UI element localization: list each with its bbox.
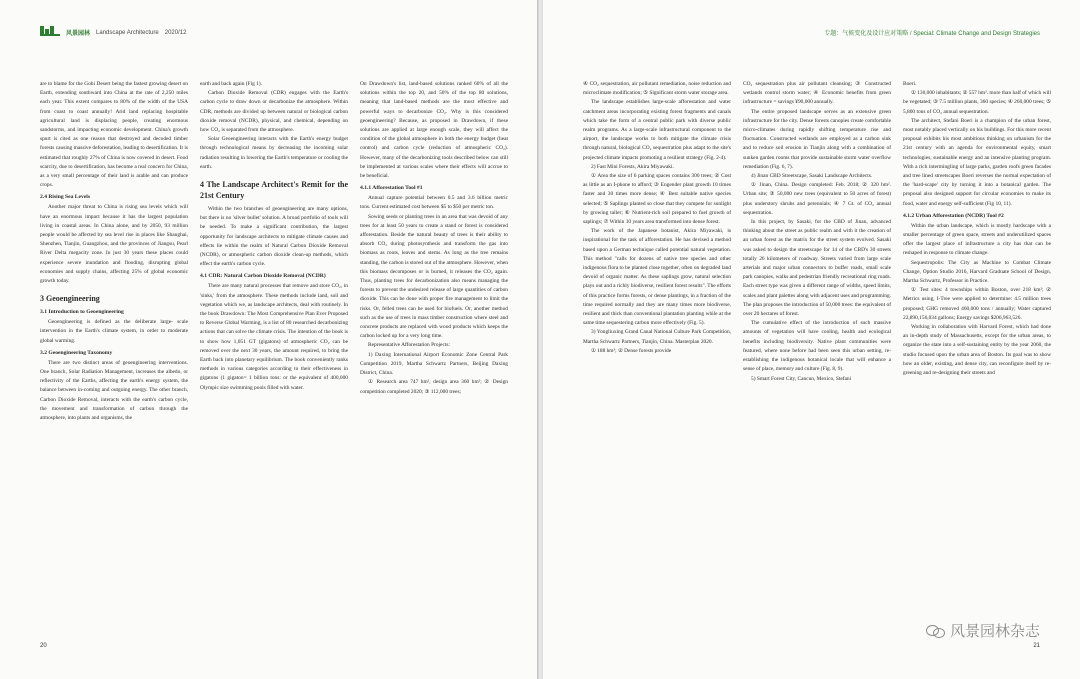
right-column-3	[903, 80, 1051, 384]
left-page	[0, 0, 537, 679]
left-column-2	[200, 80, 348, 423]
wechat-watermark	[926, 620, 1040, 641]
section-heading: 3.1 Introduction to Geoengineering	[40, 309, 124, 316]
paragraph: Carbon Dioxide Removal (CDR) engages with the Earth's carbon cycle to draw down or decarbonize the atmosphere. Within CDR, methods are divided up between natural or biological carbon dioxide removal (NCDR), physical, and chemical, depending on how CO₂ is separated from the atmosphere.	[200, 90, 348, 134]
paragraph: 3) Yongliuxing Grand Canal National Culture Park Competition, Martha Schwartz Partners, Tianjin, China. Masterplan 2020.	[583, 329, 731, 345]
paragraph: 4) Jinan CBD Streetscape, Sasaki Landscape Architects.	[751, 173, 873, 180]
paragraph: The entire proposed landscape serves as an extensive green infrastructure for the city. Dense forests canopies create comfortable micro-climates during rapidly shifting temperature rise and fluctuation. Constructed wetlands are employed as a carbon sink and to reduce soil erosion in Tianjin along with a combination of sunken garden rooms that provide sustainable storm water overflow remediation (Fig. 6, 7).	[743, 108, 891, 170]
paragraph: Annual capture potential between 0.5 and 3.6 billion metric tons. Current estimated cost between $5 to $50 per metric ton.	[360, 195, 508, 211]
paragraph: Representative Afforestation Projects:	[368, 342, 450, 349]
paragraph: ① 188 hm²; ② Dense forests provide	[591, 347, 672, 354]
section-heading: 4 The Landscape Architect's Remit for the 21st Century	[200, 180, 348, 201]
section-heading: 3 Geoengineering	[40, 294, 100, 304]
paragraph: The cumulative effect of the introduction of such massive amounts of vegetation will have cooling, health and ecological benefits including biodiversity. Native plant communities were featured, where none before had been seen this urban setting, re-establishing the indigenous botanical locale that will enhance a sense of place, memory and culture (Fig. 8, 9).	[743, 320, 891, 373]
right-column-1	[583, 80, 731, 384]
paragraph: Within the urban landscape, which is mostly hardscape with a smaller percentage of green space, streets and underutilized spaces offer the largest place of infrastructure a city has that can be reshaped in response to climate change.	[903, 222, 1051, 257]
paragraph: The architect, Stefani Boeri is a champion of the urban forest, most notably placed vertically on his buildings. For this more recent proposal exhibits his most ambitious thinking on urbanism for the 21st century with an agenda for environmental equity, smart technologies, sustainable energy and an intensive planting program. With a rich intermingling of large parks, garden roofs green facades and tree lined streetscapes Boeri reverses the normal expectation of the 'hard-scape' city by turning it into a botanical garden. The proposal also designed support for circular economies to make its food, water and energy self-sufficient (Fig 10, 11).	[903, 117, 1051, 207]
paragraph: ① Test sites: 4 townships within Boston, over 218 km²; ② Metrics using, I-Tree were applied to determine: 4.5 million trees proposed; GHG removed 460,000 tons / annually; Water captured 22,890,156,034 gallons; Energy savings $206,963,526.	[903, 287, 1051, 321]
section-heading: 2.4 Rising Sea Levels	[40, 194, 91, 201]
paragraph: Another major threat to China is rising sea levels which will have an enormous impact because it has the largest population living in coastal areas. In China alone, and by 2050, 93 million people would be affected by sea level rise in places like Shanghai, Shenzhen, Tianjin, Guangzhou, and the provinces of Jiangsu, Pearl River Delta megacity zone. In just 30 years these places could experience severe inundation and flooding, disrupting global economies and supply chains, affecting 25% of global economic growth today.	[40, 204, 188, 285]
section-heading: 3.2 Geoengineering Taxonomy	[40, 349, 113, 356]
paragraph: The landscape establishes large-scale afforestation and water catchment areas incorporating existing forest fragments and canals which take the form of a central public park with diverse public realm programs. As a large-scale infrastructural component to the airport, the landscape works to both mitigate the climate crisis through natural, biological CO₂ sequestration plus adapt to the site's projected climate impacts promoting a resilient strategy (Fig. 2-4).	[583, 99, 731, 161]
paragraph: The work of the Japanese botanist, Akira Miyawaki, is inspirational for the task of afforestation. He has devised a method based upon a German technique called potential natural vegetation. This method "calls for dozens of native tree species and other indigenous flora to be planted close together, often on degraded land devoid of organic matter. As these saplings grow, natural selection plays out and a richly biodiverse, resilient forest results". The efforts of this practice forms forests, or dense plantings, in a fraction of the time required normally and they are many times more biodiverse, resilient and thick than conventional plantation planting while at the same time sequestering carbon more effectively (Fig. 5).	[583, 228, 731, 327]
paragraph: earth and back again (Fig 1).	[200, 81, 262, 87]
section-name: Landscape Architecture	[96, 29, 159, 36]
page-number-left: 20	[40, 643, 47, 649]
paragraph: Working in collaboration with Harvard Forest, which had done an in-depth study of Massachusetts, except for the urban areas, to organize the state into a self-sustaining entity by the year 2060, the studio focused upon the urban area of Boston. Its goal was to show how an older, existing, and dense city, can reconfigure itself by re-greening and re-designing their streets and	[903, 324, 1051, 377]
paragraph: ④ CO₂ sequestration, air pollutant remediation, noise reduction and microclimate modification; ⑤ Significant storm water storage area.	[583, 81, 731, 97]
paragraph: ① 130,000 inhabitants; ② 557 hm². more than half of which will be vegetated; ③ 7.5 million plants, 360 species; ④ 260,000 trees; ⑤ 5,800 tons of CO₂ annual sequestration.	[903, 90, 1051, 115]
section-heading: 4.1 CDR: Natural Carbon Dioxide Removal (NCDR)	[200, 273, 326, 280]
paragraph: 1) Daxing International Airport Economic Zone Central Park Competition 2019, Martha Schwartz Partners, Beijing Daxing District, China.	[360, 351, 508, 377]
paragraph: On Drawdown's list, land-based solutions ranked 60% of all the solutions within the top 20, and 50% of the top 80 solutions, meaning that land-based methods are the most effective and powerful ways to decarbonize CO₂. Why is this considered geoengineering? Because, as proposed in Drawdown, if these solutions are applied at large enough scale, they will affect the condition of the global atmosphere in both the energy budget (heat control) and carbon cycle (reduction of atmospheric CO₂). However, many of the decarbonizing tools described below can still be implemented at various scales where their effects will accrue to be beneficial.	[360, 81, 508, 180]
paragraph: CO₂ sequestration plus air pollutant cleansing; ③ Constructed wetlands control storm water; ④ Economic benefits from green infrastructure = savings ¥90,000 annually.	[743, 81, 891, 106]
chat-bubbles-icon	[926, 624, 946, 638]
section-heading: 4.1.1 Afforestation Tool #1	[360, 185, 423, 192]
paragraph: Sowing seeds or planting trees in an area that was devoid of any trees for at least 50 years to create a stand or forest is considered afforestation. Beside the natural beauty of trees is their ability to absorb CO₂ during photosynthesis and transform the gas into biomass as roots, leaves and stems. As long as the tree remains standing, the carbon is stored out of the atmosphere. However, when this biomass decomposes or is burned, it releases the CO₂ again. Thus, planting trees for decarbonization also means managing the forests to prevent the undesired release of large quantities of carbon dioxide. This can be done with proper fire management to limit the risks. Or, felled trees can be used for biofuels. Or, another method such as the use of trees in mass timber construction where steel and concrete products are replaced with wood products which keeps the carbon locked up for a very long time.	[360, 213, 508, 340]
paragraph: 2) Fast Mini Forests, Akira Miyawaki.	[591, 163, 674, 170]
right-column-2	[743, 80, 891, 384]
paragraph: There are two distinct areas of geoengineering interventions. One branch, Solar Radiation Management, increases the albedo, or reflectivity of the Earths, affecting the earth's energy system, the balance between in-coming and outgoing energy. The other branch, Carbon Dioxide Removal, interacts with the earth's carbon cycle, the movement and transformation of carbon through the atmosphere, into plants and organisms, the	[40, 359, 188, 422]
paragraph: Solar Geoengineering interacts with the Earth's energy budget through technological means by decreasing the incoming solar radiation resulting in lowering the Earth's temperature or cooling the earth.	[200, 136, 348, 170]
paragraph: Within the two branches of geoengineering are many options, but there is no 'silver bullet' solution. A broad portfolio of tools will be needed. To make a significant contribution, the largest opportunity for landscape architects to mitigate climate causes and effects lie within the realm of Natural Carbon Dioxide Removal (NCDR), or atmospheric carbon dioxide clean-up methods, which effect the earth's carbon cycle.	[200, 206, 348, 268]
left-column-3	[360, 80, 508, 423]
paragraph: ① Jinan, China. Design completed: Feb. 2018; ② 320 hm². Urban site; ③ 50,000 new trees (equivalent to 50 acres of forest) plus understory shrubs and perennials; ④ 7 Gt. of CO₂ annual sequestration.	[743, 182, 891, 216]
paragraph: Geoengineering is defined as the deliberate large- scale intervention in the Earth's climate system, in order to moderate global warming.	[40, 319, 188, 344]
paragraph: are to blame for the Gobi Desert being the fastest growing desert on Earth, extending southward into China at the rate of 2,250 miles each year. This extent compares to 80% of the width of the USA from coast to coast annually! Arid land replacing hospitable agricultural land is displacing people, creating enormous sandstorms, and impacting economic development. China's growth spurt is cited as one reason that destroyed and decoded timber forests causing massive deforestation, leading to desertification. It is estimated that roughly 27% of China is now covered in desert. Food scarcity, due to desertification, has become a real concern for China, as a very small percentage of their land is arable and can produce crops.	[40, 81, 188, 189]
paragraph: There are many natural processes that remove and store CO₂, in 'sinks,' from the atmosphere. These methods include land, soil and vegetation which we, as landscape architects, deal with routinely. In the book Drawdown: The Most Comprehensive Plan Ever Proposed to Reverse Global Warming, is a list of 80 researched decarbonizing actions that can solve the climate crisis. The intention of the book is to show how 1,051 GT (gigatons) of atmospheric CO₂ can be removed over the next 30 years, the amount required, to bring the Earth back into planetary equilibrium. The book conveniently ranks methods in various categories according to their effectiveness in gigatons (1 gigaton= 1 billion tons: or the equivalent of 400,000 Olympic size swimming pools filled with water.	[200, 283, 348, 391]
paragraph: In this project, by Sasaki, for the CBD of Jinan, advanced thinking about the street as public realm and with it the creation of an urban forest as the matrix for the street system evolved. Sasaki was asked to design the streetscape for 14 of the CBD's 30 streets totally 26 kilometers of roadway. Streets varied from large scale arterials and major urban connectors to buffer roads, small scale park canopies, walks and pedestrian friendly recreational ring roads. Each street type was given a different range of widths, speed limits, scales and plant palettes along with adjacent uses and programming. The plan proposes the introduction of 50,000 trees: the equivalent of over 20 hectares of forest.	[743, 219, 891, 318]
issue-number: 2020/12	[164, 29, 187, 36]
running-header-left	[66, 28, 186, 37]
magazine-logo-icon	[40, 26, 60, 36]
paragraph: ① Research area 747 hm², design area 360 hm²; ② Design competition completed 2020; ③ 112,000 trees;	[360, 379, 508, 395]
watermark-text: 风景园林杂志	[949, 622, 1040, 640]
paragraph: 5) Smart Forest City, Cancun, Mexico, Stefani	[751, 375, 852, 382]
paragraph: Sequestropolis: The City as Machine to Combat Climate Change, Option Studio 2016, Harvard Graduate School of Design, Martha Schwartz, Professor in Practice.	[903, 259, 1051, 285]
left-text-columns	[40, 80, 508, 423]
page-number-right: 21	[1033, 643, 1040, 649]
running-header-right: 专题：气候变化及设计应对策略 / Special: Climate Change and Design Strategies	[824, 31, 1040, 37]
paragraph: Boeri.	[903, 81, 917, 87]
right-page	[543, 0, 1080, 679]
brand-name: 风景园林	[66, 31, 91, 37]
right-text-columns	[583, 80, 1051, 384]
left-column-1	[40, 80, 188, 423]
section-heading: 4.1.2 Urban Afforestation (NCDR) Tool #2	[903, 212, 1004, 219]
paragraph: ① Area the size of 6 parking spaces contains 300 trees; ② Cost as little as an I-phone to afford; ③ Engender plant growth 10 times faster and 30 times more dense; ④ Best suitable native species selected; ⑤ Saplings planted so close that they compete for sunlight by growing taller; ⑥ Nutrient-rich soil prepared to fuel growth of saplings; ⑦ Within 10 years area transformed into dense forest.	[583, 173, 731, 226]
